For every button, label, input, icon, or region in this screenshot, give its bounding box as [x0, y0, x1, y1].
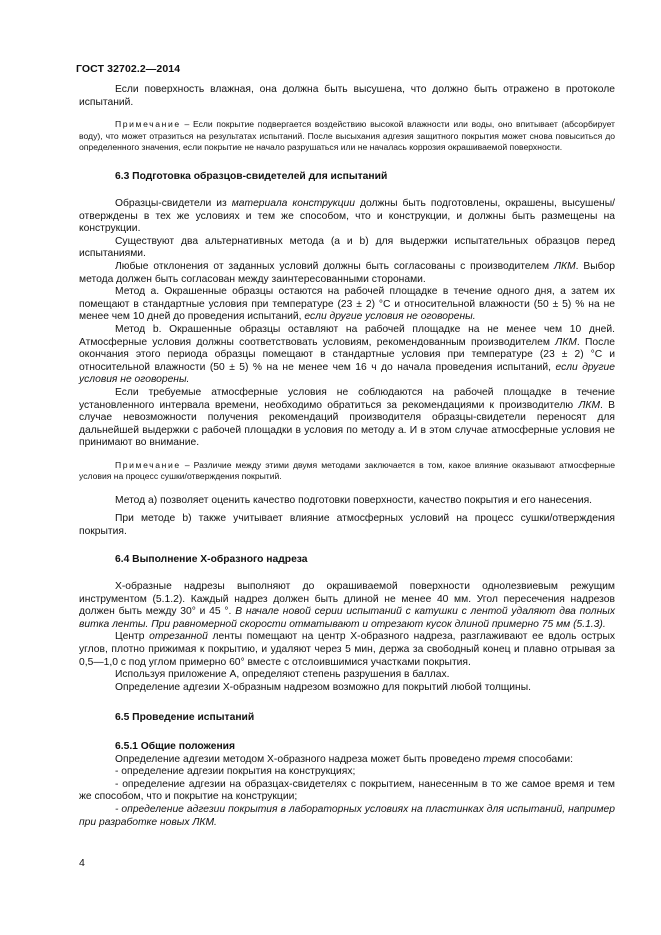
paragraph-method-b — [79, 324, 615, 387]
text-run: . В случае невозможности получения рекомендаций производителя образцы-свидетели переносят для дальнейшей выдержки с рабочей площадки в условия по методу а. И в этом случае атмосферные условия не принимают во внимание. — [79, 399, 615, 449]
paragraph: Если поверхность влажная, она должна быть высушена, что должно быть отражено в протоколе испытаний. — [79, 84, 615, 108]
text-run: ленты помещают на центр Х-образного надреза, разглаживают ее вдоль острых углов, плотно прижимая к покрытию, и удаляют через 5 мин, держа за свободный конец и плавно отрывая за 0,5—1,0 с под углом примерно 60° вместе с отслоившимися участками покрытия. — [79, 631, 615, 668]
document-body — [79, 84, 615, 829]
italic-term: ЛКМ — [555, 336, 577, 348]
list-item — [79, 804, 615, 829]
paragraph: Метод а) позволяет оценить качество подготовки поверхности, качество покрытия и его нанесения. — [115, 494, 593, 506]
italic-term: если другие условия не оговорены. — [304, 311, 476, 323]
italic-term: тремя — [483, 753, 516, 765]
paragraph — [79, 581, 615, 631]
text-run: Метод а. Окрашенные образцы остаются на рабочей площадке в течение одного дня, а затем их помещают в стандартные условия при температуре (23 ± 2) °C и относительной влажности (50 ± 5) % на не менее чем 10 дней до проведения испытаний, — [79, 286, 615, 323]
italic-term: ЛКМ — [578, 399, 601, 411]
list-item: - определение адгезии покрытия на конструкциях; — [115, 766, 356, 778]
italic-term: материала конструкции — [231, 198, 355, 209]
text-run: Если требуемые атмосферные условия не соблюдаются на рабочей площадке в течение установленного интервала времени, необходимо обратиться за рекомендациями к производителю — [79, 386, 615, 411]
note-label: Примечание — [115, 459, 181, 470]
italic-term: В начале новой серии испытаний с катушки с лентой удаляют два полных витка ленты. При равномерной скорости отматывают и отрезают кусок длиной примерно 75 мм (5.1.3). — [79, 606, 615, 630]
note-label: Примечание — [115, 119, 181, 130]
note-text: – Различие между этими двумя методами заключается в том, какое влияние оказывают атмосферные условия на процесс сушки/отверждения покрытий. — [79, 459, 615, 482]
text-run: Х-образные надрезы выполняют до окрашиваемой поверхности однолезвиевым режущим инструментом (5.1.2). Каждый надрез должен быть длиной не менее 40 мм. Угол пересечения надрезов должен быть между 30° и 45 °. — [79, 581, 615, 618]
text-run: должны быть подготовлены, окрашены, высушены/отверждены в тех же условиях и тем же способом, что и конструкции, и должны быть размещены на конструкции. — [79, 198, 615, 235]
italic-term: - определение адгезии покрытия в лабораторных условиях на пластинках для испытаний, например при разработке новых ЛКМ. — [79, 803, 615, 828]
italic-term: ЛКМ — [553, 260, 576, 272]
document-code: ГОСТ 32702.2—2014 — [76, 63, 181, 75]
section-heading-6-5: 6.5 Проведение испытаний — [115, 712, 255, 724]
text-run: Любые отклонения от заданных условий должны быть согласованы с производителем — [115, 260, 554, 272]
note — [79, 119, 615, 153]
paragraph — [79, 754, 615, 767]
paragraph: Определение адгезии Х-образным надрезом возможно для покрытий любой толщины. — [115, 681, 531, 693]
paragraph — [79, 261, 615, 286]
paragraph — [79, 631, 615, 669]
note — [79, 460, 615, 483]
section-heading-6-3: 6.3 Подготовка образцов-свидетелей для испытаний — [115, 171, 388, 183]
text-run: Определение адгезии методом Х-образного надреза может быть проведено — [115, 753, 484, 765]
paragraph: Существуют два альтернативных метода (а и b) для выдержки испытательных образцов перед испытаниями. — [79, 235, 615, 260]
italic-term: если другие условия не оговорены. — [79, 361, 615, 386]
text-run: Образцы-свидетели из — [115, 198, 232, 209]
text-run: Метод b. Окрашенные образцы оставляют на рабочей площадке на не менее чем 10 дней. Атмосферные условия должны соответствовать условиям, рекомендованным производителем — [79, 323, 615, 348]
paragraph: При методе b) также учитывает влияние атмосферных условий на процесс сушки/отверждения покрытия. — [79, 513, 615, 537]
text-run: . Выбор метода должен быть согласован между заинтересованными сторонами. — [79, 260, 616, 285]
italic-term: отрезанной — [149, 631, 208, 643]
paragraph — [79, 198, 615, 236]
list-item: - определение адгезии на образцах-свидетелях с покрытием, нанесенным в то же самое время и тем же способом, что и покрытие на конструкции; — [79, 778, 615, 803]
section-heading-6-4: 6.4 Выполнение Х-образного надреза — [115, 554, 308, 566]
note-text: – Если покрытие подвергается воздействию высокой влажности или воды, оно впитывает (абсорбирует воду), что может отразиться на результатах испытаний. После высыхания адгезия защитного покрытия может снова повыситься до определенного значения, если покрытие не начало разрушаться или не началась коррозия окрашиваемой поверхности. — [79, 119, 615, 152]
page-number: 4 — [79, 857, 85, 869]
text-run: . После окончания этого периода образцы помещают в стандартные условия при температуре (23 ± 2) °C и относительной влажности (50 ± 5) % на не менее чем 16 ч до начала проведения испытаний, — [79, 336, 615, 373]
paragraph: Используя приложение А, определяют степень разрушения в баллах. — [115, 669, 450, 681]
text-run: Центр — [115, 631, 150, 643]
text-run: способами: — [515, 753, 573, 765]
paragraph-method-a — [79, 286, 615, 324]
paragraph — [79, 387, 615, 450]
subsection-heading-6-5-1: 6.5.1 Общие положения — [115, 741, 235, 752]
